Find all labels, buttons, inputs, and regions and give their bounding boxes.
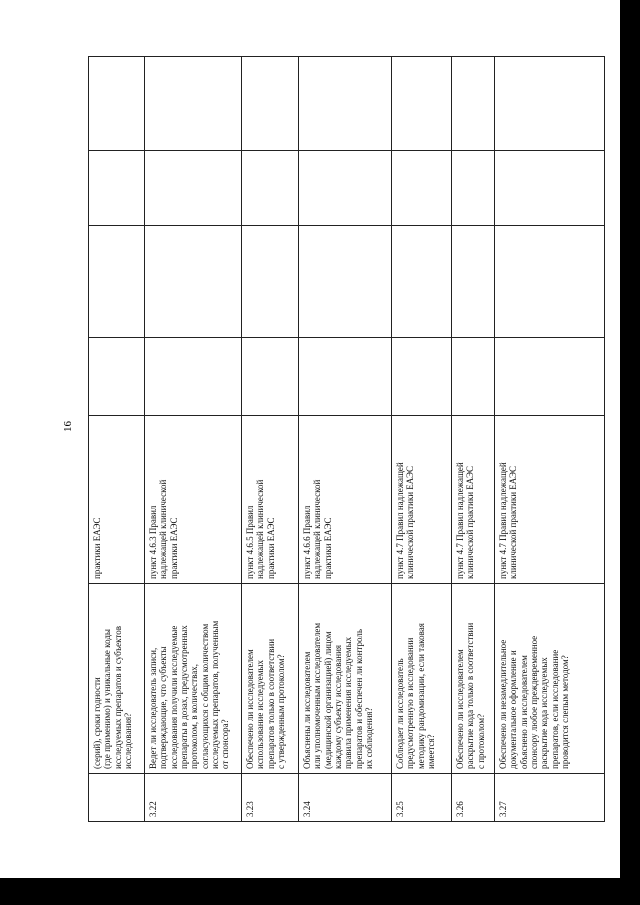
answer-na-cell — [242, 151, 299, 226]
row-number: 3.24 — [299, 774, 392, 822]
answer-yes-cell — [145, 338, 242, 416]
reference-cell: пункт 4.7 Правил надлежащей клинической практики ЕАЭС — [392, 416, 452, 584]
scan-frame-right — [620, 0, 640, 905]
answer-no-cell — [145, 226, 242, 338]
row-number: 3.23 — [242, 774, 299, 822]
answer-na-cell — [299, 151, 392, 226]
question-cell: Соблюдает ли исследователь предусмотренную в исследовании методику рандомизации, если таковая имеется? — [392, 584, 452, 774]
note-cell — [145, 57, 242, 151]
table-row — [392, 57, 452, 822]
reference-cell: пункт 4.7 Правил надлежащей клинической практики ЕАЭС — [495, 416, 605, 584]
scan-frame-bottom — [0, 878, 640, 905]
question-cell: Объяснены ли исследователем или уполномоченным исследователем (медицинской организацией) лицом каждому субъекту исследования правила применения исследуемых препаратов и обеспечен ли контроль их соблюдения? — [299, 584, 392, 774]
answer-no-cell — [242, 226, 299, 338]
answer-yes-cell — [495, 338, 605, 416]
answer-yes-cell — [89, 338, 145, 416]
answer-na-cell — [392, 151, 452, 226]
row-number — [89, 774, 145, 822]
row-number: 3.27 — [495, 774, 605, 822]
table-row — [242, 57, 299, 822]
reference-cell: пункт 4.6.5 Правил надлежащей клинической практики ЕАЭС — [242, 416, 299, 584]
answer-na-cell — [145, 151, 242, 226]
table-row — [299, 57, 392, 822]
answer-yes-cell — [392, 338, 452, 416]
note-cell — [89, 57, 145, 151]
checklist-table-container — [88, 57, 604, 822]
question-cell: Обеспечено ли исследователем использование исследуемых препаратов только в соответствии с утвержденным протоколом? — [242, 584, 299, 774]
page-number: 16 — [62, 421, 74, 432]
reference-cell: пункт 4.7 Правил надлежащей клинической практики ЕАЭС — [452, 416, 495, 584]
table-row — [452, 57, 495, 822]
row-number: 3.26 — [452, 774, 495, 822]
note-cell — [452, 57, 495, 151]
answer-na-cell — [495, 151, 605, 226]
question-cell: (серий), сроки годности (где применимо) и уникальные коды исследуемых препаратов и субъектов исследования? — [89, 584, 145, 774]
answer-yes-cell — [299, 338, 392, 416]
answer-na-cell — [89, 151, 145, 226]
reference-cell: пункт 4.6.6 Правил надлежащей клинической практики ЕАЭС — [299, 416, 392, 584]
answer-yes-cell — [242, 338, 299, 416]
table-row — [495, 57, 605, 822]
answer-na-cell — [452, 151, 495, 226]
question-cell: Обеспечено ли незамедлительное документальное оформление и объяснено ли исследователем спонсору любое преждевременное раскрытие кода исследуемых препаратов, если исследование проводится слепым методом? — [495, 584, 605, 774]
answer-yes-cell — [452, 338, 495, 416]
table-row — [145, 57, 242, 822]
note-cell — [299, 57, 392, 151]
note-cell — [495, 57, 605, 151]
answer-no-cell — [89, 226, 145, 338]
note-cell — [392, 57, 452, 151]
row-number: 3.25 — [392, 774, 452, 822]
reference-cell: пункт 4.6.3 Правил надлежащей клинической практики ЕАЭС — [145, 416, 242, 584]
table-row — [89, 57, 145, 822]
answer-no-cell — [495, 226, 605, 338]
row-number: 3.22 — [145, 774, 242, 822]
question-cell: Обеспечено ли исследователем раскрытие кода только в соответствии с протоколом? — [452, 584, 495, 774]
reference-cell: практики ЕАЭС — [89, 416, 145, 584]
answer-no-cell — [452, 226, 495, 338]
answer-no-cell — [299, 226, 392, 338]
checklist-table — [88, 56, 605, 822]
answer-no-cell — [392, 226, 452, 338]
question-cell: Ведет ли исследователь записи, подтверждающие, что субъекты исследования получили исследуемые препараты в дозах, предусмотренных протоколом, в количествах, согласующихся с общим количеством исследуемых препаратов, полученным от спонсора? — [145, 584, 242, 774]
note-cell — [242, 57, 299, 151]
